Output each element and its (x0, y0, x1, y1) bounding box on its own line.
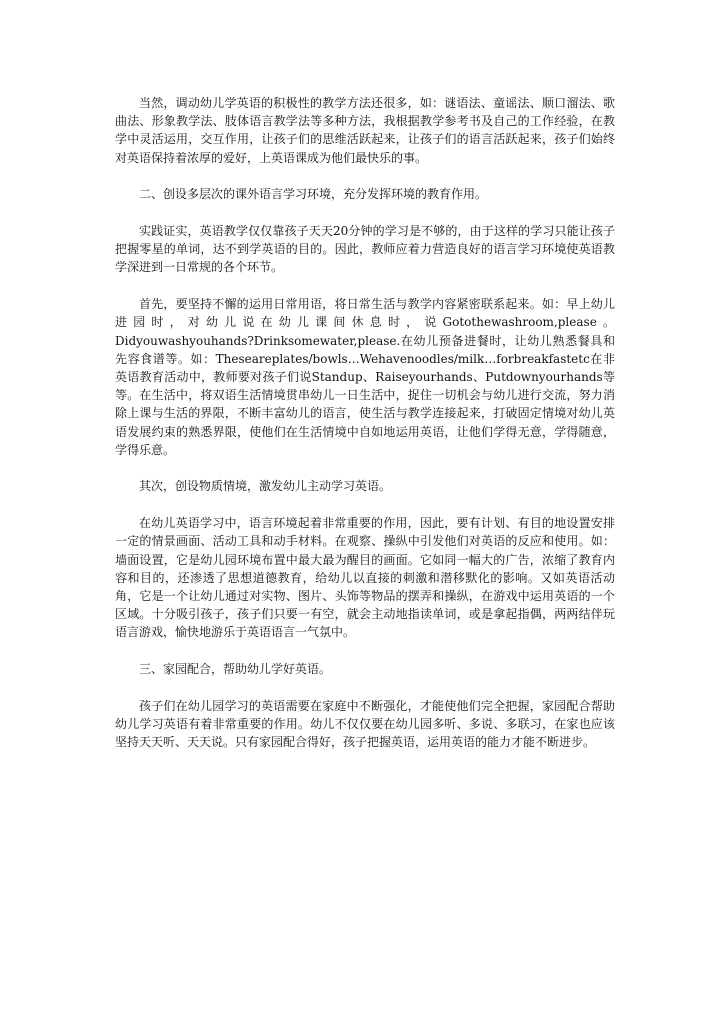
paragraph-practice-proves: 实践证实，英语教学仅仅靠孩子天天20分钟的学习是不够的，由于这样的学习只能让孩子把握零星的单词，达不到学英语的目的。因此，教师应着力营造良好的语言学习环境使英语教学深进到一日常规的各个环节。 (115, 224, 615, 275)
paragraph-home-school: 孩子们在幼儿园学习的英语需要在家庭中不断强化，才能使他们完全把握，家园配合帮助幼儿学习英语有着非常重要的作用。幼儿不仅仅要在幼儿园多听、多说、多联习，在家也应该坚持天天听、天天说。只有家园配合得好，孩子把握英语，运用英语的能力才能不断进步。 (115, 698, 615, 750)
document-page (115, 94, 615, 770)
section-heading-two: 二、创设多层次的课外语言学习环境，充分发挥环境的教育作用。 (139, 187, 488, 202)
paragraph-daily-expressions: 首先，要坚持不懈的运用日常用语，将日常生活与教学内容紧密联系起来。如：早上幼儿进园时，对幼儿说在幼儿课间休息时，说Gotothewashroom,please。Didyouwashyouhands?Drinksomewater,please.在幼儿预备进餐时，让幼儿熟悉餐具和先容食谱等。如：Theseareplates/bowls…Wehavenoodles/milk…forbreakfastetc在非英语教育活动中，教师要对孩子们说Standup、Raiseyourhands、Putdownyourhands等等。在生活中，将双语生活情境贯串幼儿一日生活中，捉住一切机会与幼儿进行交流，努力消除上课与生活的界限，不断丰富幼儿的语言，使生活与教学连接起来，打破固定情境对幼儿英语发展约束的熟悉界限，使他们在生活情境中自如地运用英语，让他们学得无意，学得随意，学得乐意。 (115, 297, 615, 457)
section-heading-three: 三、家园配合，帮助幼儿学好英语。 (139, 662, 332, 677)
paragraph-language-environment: 在幼儿英语学习中，语言环境起着非常重要的作用，因此，要有计划、有目的地设置安排一定的情景画面、活动工具和动手材料。在观察、操纵中引发他们对英语的反应和使用。如：墙面设置，它是幼儿园环境布置中最大最为醒目的画面。它如同一幅大的广告，浓缩了教育内容和目的，还渗透了思想道德教育，给幼儿以直接的刺激和潜移默化的影响。又如英语活动角，它是一个让幼儿通过对实物、图片、头饰等物品的摆弄和操纵，在游戏中运用英语的一个区域。十分吸引孩子，孩子们只要一有空，就会主动地指读单词，或是拿起指偶，两两结伴玩语言游戏，愉快地游乐于英语语言一气氛中。 (115, 516, 615, 640)
paragraph-teaching-methods: 当然，调动幼儿学英语的积极性的教学方法还很多，如：谜语法、童谣法、顺口溜法、歌曲法、形象教学法、肢体语言教学法等多种方法，我根据教学参考书及自己的工作经验，在教学中灵活运用，交互作用，让孩子们的思维活跃起来，让孩子们的语言活跃起来，孩子们始终对英语保持着浓厚的爱好，上英语课成为他们最快乐的事。 (115, 96, 615, 165)
subheading-material-context: 其次，创设物质情境，激发幼儿主动学习英语。 (139, 479, 392, 494)
